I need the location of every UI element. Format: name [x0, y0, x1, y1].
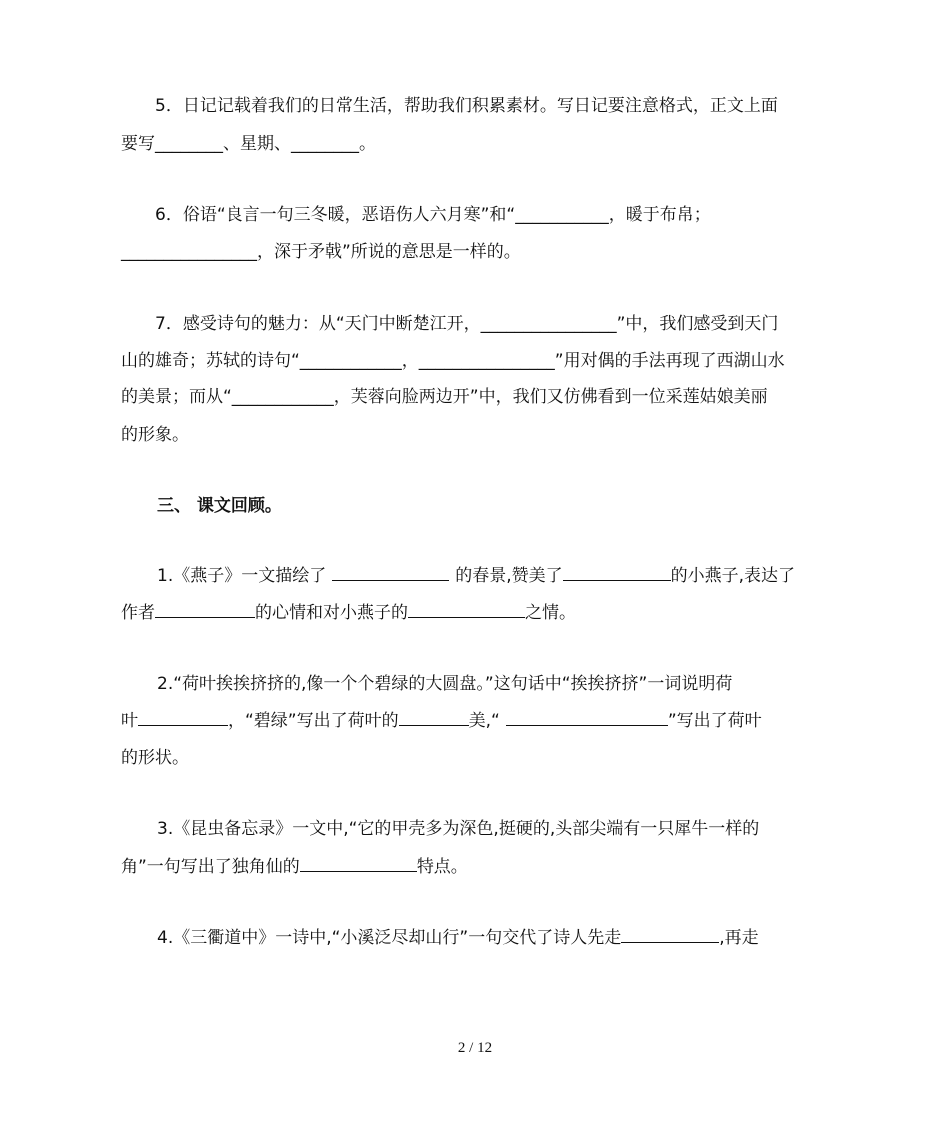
answer-blank[interactable]	[332, 564, 449, 581]
review-1-text-d: 作者	[121, 603, 155, 623]
answer-blank[interactable]	[138, 709, 228, 726]
review-4-line-1	[157, 926, 759, 950]
review-1-text-b: 的春景,赞美了	[455, 566, 563, 586]
review-3-text-b: 特点。	[416, 857, 468, 877]
review-2-line-1: 2.“荷叶挨挨挤挤的,像一个个碧绿的大圆盘。”这句话中“挨挨挤挤”一词说明荷	[157, 674, 733, 694]
answer-blank[interactable]	[300, 855, 417, 872]
review-2-text-b: ，“碧绿”写出了荷叶的	[228, 711, 399, 731]
q6-line-2: ________________，深于矛戟”所说的意思是一样的。	[121, 242, 521, 262]
review-2-text-a: 叶	[121, 711, 138, 731]
review-2-text-c: 美,“	[468, 711, 500, 731]
review-3-text-a: 角”一句写出了独角仙的	[121, 857, 300, 877]
q5-line-2: 要写________、星期、________。	[121, 134, 376, 154]
answer-blank[interactable]	[621, 926, 719, 943]
review-1-text-c: 的小燕子,表达了	[670, 566, 796, 586]
answer-blank[interactable]	[563, 564, 671, 581]
review-4-text-b: ,再走	[719, 928, 759, 948]
review-1-text-e: 的心情和对小燕子的	[255, 603, 408, 623]
q7-line-3: 的美景；而从“____________，芙蓉向脸两边开”中，我们又仿佛看到一位采莲姑娘美丽	[121, 387, 768, 407]
section-heading: 三、 课文回顾。	[157, 496, 282, 516]
review-2-line-2	[121, 709, 762, 733]
review-3-line-2	[121, 855, 468, 879]
q7-line-4: 的形象。	[121, 425, 189, 445]
answer-blank[interactable]	[506, 709, 668, 726]
q5-line-1: 5．日记记载着我们的日常生活，帮助我们积累素材。写日记要注意格式，正文上面	[155, 96, 778, 116]
q7-line-2: 山的雄奇；苏轼的诗句“____________，________________”用对偶的手法再现了西湖山水	[121, 351, 785, 371]
review-4-text-a: 4.《三衢道中》一诗中,“小溪泛尽却山行”一句交代了诗人先走	[157, 928, 622, 948]
answer-blank[interactable]	[399, 709, 469, 726]
review-1-line-2	[121, 601, 576, 625]
review-2-line-3: 的形状。	[121, 748, 189, 768]
review-3-line-1: 3.《昆虫备忘录》一文中,“它的甲壳多为深色,挺硬的,头部尖端有一只犀牛一样的	[157, 819, 760, 839]
review-1-line-1	[157, 564, 795, 588]
review-1-text-f: 之情。	[525, 603, 576, 623]
q7-line-1: 7．感受诗句的魅力：从“天门中断楚江开，________________”中，我们感受到天门	[155, 314, 779, 334]
q6-line-1: 6．俗语“良言一句三冬暖，恶语伤人六月寒”和“___________，暖于布帛；	[155, 205, 711, 225]
answer-blank[interactable]	[155, 601, 255, 618]
review-1-text-a: 1.《燕子》一文描绘了	[157, 566, 327, 586]
answer-blank[interactable]	[408, 601, 525, 618]
page-number: 2 / 12	[457, 1040, 493, 1056]
review-2-text-d: ”写出了荷叶	[667, 711, 762, 731]
